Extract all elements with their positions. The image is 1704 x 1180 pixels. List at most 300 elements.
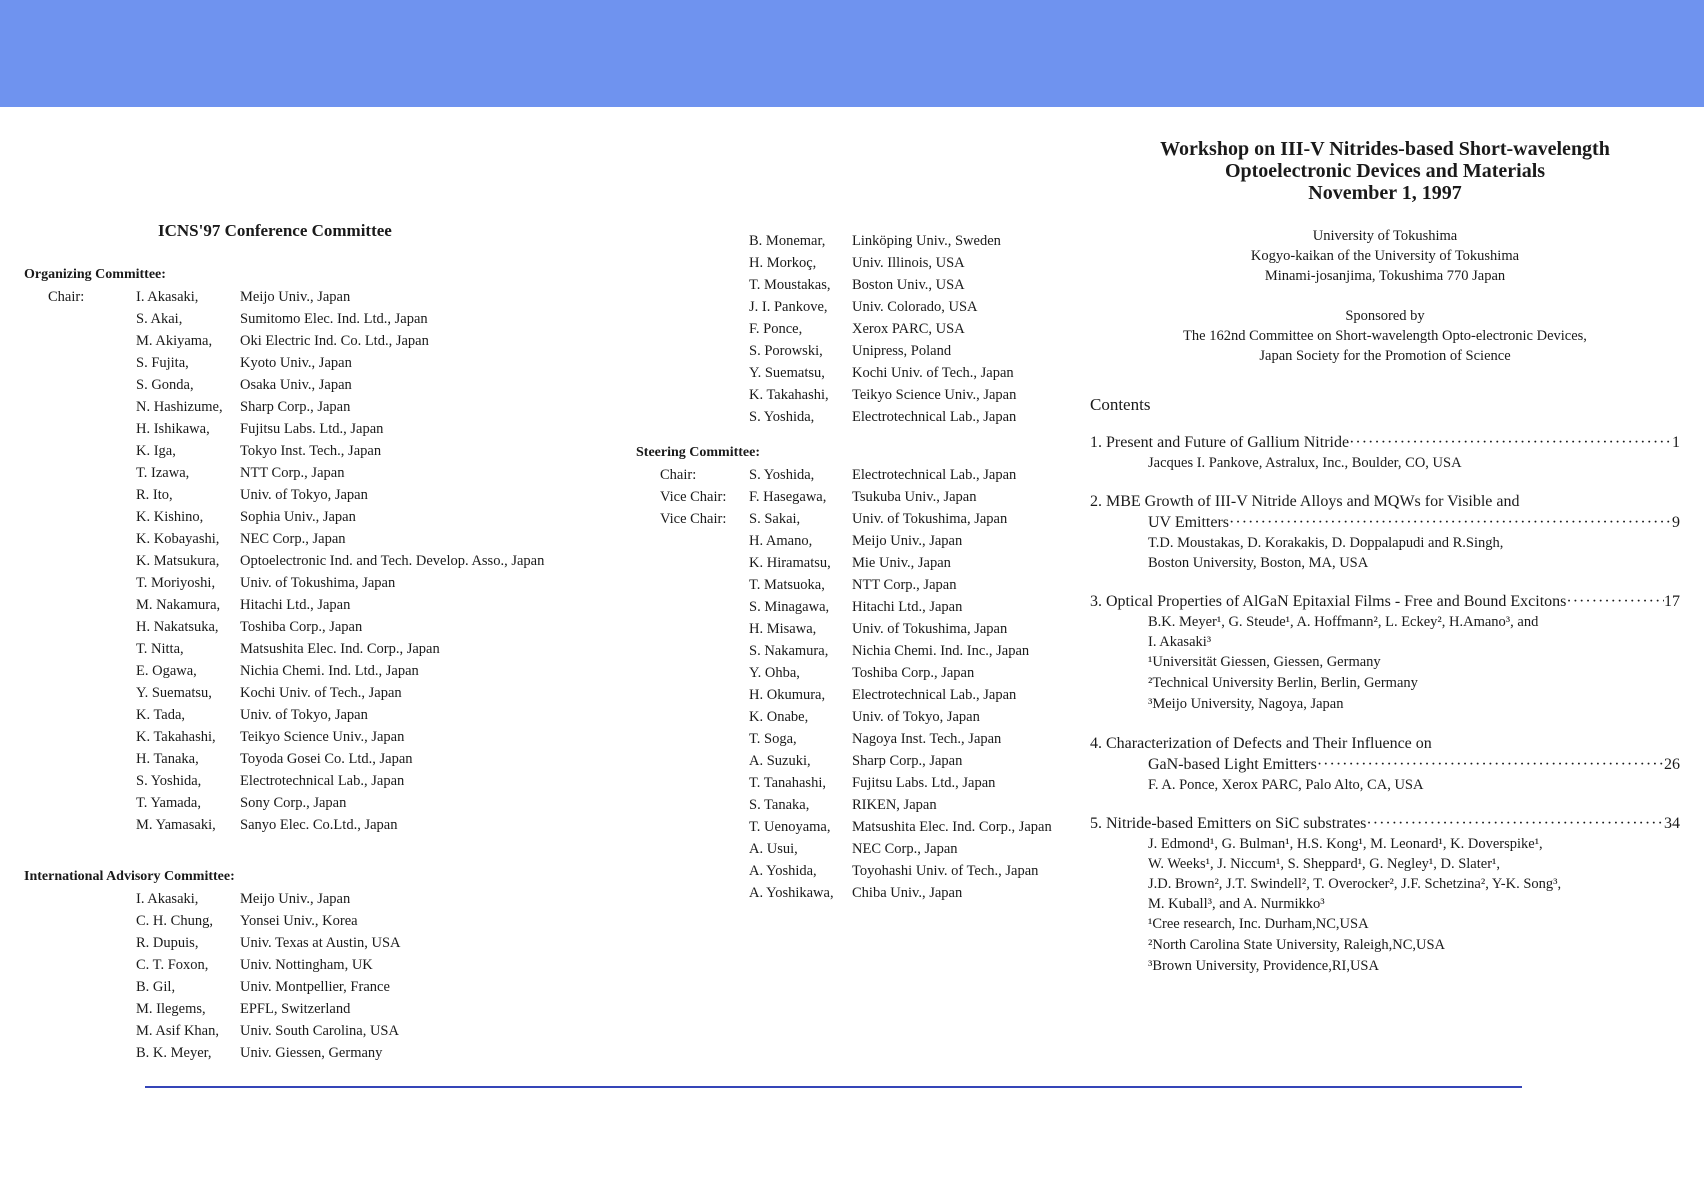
member-name: T. Tanahashi, (749, 775, 826, 791)
member-role (24, 484, 136, 506)
member-name: S. Minagawa, (749, 599, 830, 615)
member-row (636, 882, 1076, 904)
member-row (24, 440, 644, 462)
member-affiliation: Sharp Corp., Japan (240, 399, 351, 415)
member-role (24, 748, 136, 770)
member-name: M. Akiyama, (136, 333, 213, 349)
member-row (24, 814, 644, 836)
entry-title: 3. Optical Properties of AlGaN Epitaxial Films - Free and Bound Excitons (1090, 593, 1567, 610)
member-name: S. Fujita, (136, 355, 189, 371)
member-row (636, 750, 1076, 772)
member-affiliation: Meijo Univ., Japan (240, 289, 351, 305)
entry-title-line (1090, 432, 1680, 453)
entry-title-line (1090, 754, 1680, 775)
member-affiliation: Univ. of Tokyo, Japan (852, 709, 980, 725)
workshop-date: November 1, 1997 (1308, 182, 1462, 204)
member-affiliation: Fujitsu Labs. Ltd., Japan (240, 421, 384, 437)
member-affiliation: Xerox PARC, USA (852, 321, 965, 337)
member-row (24, 286, 644, 308)
member-role (636, 706, 749, 728)
member-affiliation: Univ. Giessen, Germany (240, 1045, 383, 1061)
contents-entry (1090, 813, 1680, 977)
entry-authors: I. Akasaki³ (1148, 634, 1212, 650)
member-role (636, 552, 749, 574)
member-row (24, 726, 644, 748)
entry-authors: B.K. Meyer¹, G. Steude¹, A. Hoffmann², L. Eckey², H.Amano³, and (1148, 614, 1539, 630)
entry-title: 5. Nitride-based Emitters on SiC substrates (1090, 815, 1367, 832)
member-role (24, 396, 136, 418)
entry-title: 1. Present and Future of Gallium Nitride (1090, 434, 1350, 451)
member-name: F. Hasegawa, (749, 489, 827, 505)
member-name: C. H. Chung, (136, 913, 213, 929)
member-role (24, 550, 136, 572)
entry-authors: T.D. Moustakas, D. Korakakis, D. Doppalapudi and R.Singh, (1148, 535, 1504, 551)
member-role (636, 640, 749, 662)
member-name: M. Ilegems, (136, 1001, 206, 1017)
entry-title-line (1090, 591, 1680, 612)
member-name: T. Moustakas, (749, 277, 831, 293)
member-row (24, 528, 644, 550)
member-role (24, 440, 136, 462)
member-row (636, 508, 1076, 530)
member-row (24, 550, 644, 572)
workshop-title-line: Workshop on III-V Nitrides-based Short-wavelength (1160, 138, 1610, 160)
member-name: H. Nakatsuka, (136, 619, 219, 635)
member-row (24, 308, 644, 330)
entry-affiliation: ¹Universität Giessen, Giessen, Germany (1148, 654, 1381, 670)
member-name: A. Suzuki, (749, 753, 811, 769)
member-affiliation: Meijo Univ., Japan (240, 891, 351, 907)
member-name: K. Takahashi, (136, 729, 216, 745)
member-affiliation: Teikyo Science Univ., Japan (852, 387, 1017, 403)
member-role (24, 1042, 136, 1064)
member-role (24, 330, 136, 352)
member-row (24, 352, 644, 374)
member-name: T. Uenoyama, (749, 819, 831, 835)
member-name: M. Nakamura, (136, 597, 221, 613)
member-role (636, 860, 749, 882)
member-name: K. Kobayashi, (136, 531, 220, 547)
member-name: H. Okumura, (749, 687, 826, 703)
member-row (24, 976, 644, 998)
entry-title: GaN-based Light Emitters (1148, 756, 1317, 773)
member-role (636, 574, 749, 596)
member-role (24, 910, 136, 932)
member-role (24, 932, 136, 954)
member-row (636, 838, 1076, 860)
member-name: T. Yamada, (136, 795, 201, 811)
member-affiliation: RIKEN, Japan (852, 797, 937, 813)
member-affiliation: Toyohashi Univ. of Tech., Japan (852, 863, 1039, 879)
member-name: H. Ishikawa, (136, 421, 210, 437)
member-row (24, 748, 644, 770)
member-affiliation: Toyoda Gosei Co. Ltd., Japan (240, 751, 413, 767)
member-affiliation: Electrotechnical Lab., Japan (852, 467, 1017, 483)
member-row (636, 552, 1076, 574)
entry-affiliation: ³Meijo University, Nagoya, Japan (1148, 696, 1344, 712)
advisory-committee-list (24, 888, 644, 1064)
member-affiliation: Sharp Corp., Japan (852, 753, 963, 769)
member-row (24, 462, 644, 484)
member-affiliation: Osaka Univ., Japan (240, 377, 352, 393)
member-affiliation: NEC Corp., Japan (240, 531, 346, 547)
member-affiliation: Unipress, Poland (852, 343, 952, 359)
member-name: S. Yoshida, (749, 467, 815, 483)
member-affiliation: Kyoto Univ., Japan (240, 355, 352, 371)
member-role (24, 506, 136, 528)
member-name: K. Tada, (136, 707, 186, 723)
member-row (636, 662, 1076, 684)
entry-title-line (1090, 512, 1680, 533)
member-role (636, 384, 749, 406)
member-affiliation: Fujitsu Labs. Ltd., Japan (852, 775, 996, 791)
member-row (24, 418, 644, 440)
member-name: J. I. Pankove, (749, 299, 828, 315)
member-name: E. Ogawa, (136, 663, 197, 679)
member-role (636, 772, 749, 794)
steering-committee-heading: Steering Committee: (636, 445, 761, 460)
member-row (636, 684, 1076, 706)
member-name: S. Akai, (136, 311, 183, 327)
member-affiliation: Yonsei Univ., Korea (240, 913, 358, 929)
entry-page-number: 1 (1672, 434, 1680, 451)
member-role (24, 638, 136, 660)
member-affiliation: Sophia Univ., Japan (240, 509, 356, 525)
member-role (636, 728, 749, 750)
member-name: S. Porowski, (749, 343, 823, 359)
member-row (636, 772, 1076, 794)
member-row (636, 340, 1076, 362)
entry-page-number: 17 (1664, 593, 1680, 610)
member-row (24, 770, 644, 792)
member-affiliation: Mie Univ., Japan (852, 555, 951, 571)
member-affiliation: Teikyo Science Univ., Japan (240, 729, 405, 745)
member-role (24, 704, 136, 726)
sponsor-block (1090, 306, 1680, 366)
member-affiliation: Univ. of Tokyo, Japan (240, 487, 368, 503)
member-name: S. Sakai, (749, 511, 801, 527)
member-name: B. K. Meyer, (136, 1045, 212, 1061)
entry-authors: Jacques I. Pankove, Astralux, Inc., Boulder, CO, USA (1148, 455, 1462, 471)
entry-title: UV Emitters (1148, 514, 1230, 531)
member-affiliation: Meijo Univ., Japan (852, 533, 963, 549)
member-row (24, 682, 644, 704)
member-affiliation: Hitachi Ltd., Japan (852, 599, 963, 615)
member-role (24, 770, 136, 792)
member-affiliation: Univ. of Tokushima, Japan (852, 621, 1008, 637)
member-affiliation: Oki Electric Ind. Co. Ltd., Japan (240, 333, 429, 349)
member-affiliation: Toshiba Corp., Japan (852, 665, 975, 681)
member-role: Vice Chair: (660, 489, 727, 505)
member-affiliation: Univ. Illinois, USA (852, 255, 965, 271)
member-row (636, 596, 1076, 618)
member-row (24, 888, 644, 910)
advisory-committee-list-continued (636, 230, 1076, 428)
member-role: Chair: (48, 289, 85, 305)
entry-affiliation: ²Technical University Berlin, Berlin, Germany (1148, 675, 1418, 691)
member-role (24, 418, 136, 440)
spacer (24, 836, 644, 862)
member-role (636, 816, 749, 838)
member-name: K. Iga, (136, 443, 176, 459)
member-role: Chair: (660, 467, 697, 483)
entry-page-number: 9 (1672, 514, 1680, 531)
steering-committee-list (636, 464, 1076, 904)
sponsor-line: Japan Society for the Promotion of Science (1259, 348, 1511, 364)
member-affiliation: EPFL, Switzerland (240, 1001, 351, 1017)
member-affiliation: Univ. of Tokushima, Japan (240, 575, 396, 591)
contents-entry (1090, 733, 1680, 795)
member-name: C. T. Foxon, (136, 957, 209, 973)
member-row (24, 374, 644, 396)
member-row (636, 860, 1076, 882)
member-role: Vice Chair: (660, 511, 727, 527)
member-name: A. Yoshikawa, (749, 885, 834, 901)
member-role (24, 814, 136, 836)
member-row (24, 330, 644, 352)
entry-authors: J.D. Brown², J.T. Swindell², T. Overocker², J.F. Schetzina², Y-K. Song³, (1148, 876, 1562, 892)
member-role (636, 882, 749, 904)
member-affiliation: Tokyo Inst. Tech., Japan (240, 443, 382, 459)
member-name: Y. Suematsu, (136, 685, 212, 701)
member-role (24, 792, 136, 814)
member-name: T. Nitta, (136, 641, 184, 657)
member-row (636, 384, 1076, 406)
member-affiliation: Linköping Univ., Sweden (852, 233, 1001, 249)
member-affiliation: Univ. South Carolina, USA (240, 1023, 399, 1039)
organizing-committee-list (24, 286, 644, 836)
member-affiliation: Nichia Chemi. Ind. Inc., Japan (852, 643, 1030, 659)
member-row (636, 274, 1076, 296)
member-name: K. Hiramatsu, (749, 555, 831, 571)
member-role (24, 954, 136, 976)
member-row (24, 1042, 644, 1064)
member-row (24, 1020, 644, 1042)
entry-authors: W. Weeks¹, J. Niccum¹, S. Sheppard¹, G. Negley¹, D. Slater¹, (1148, 856, 1501, 872)
member-name: H. Morkoç, (749, 255, 817, 271)
entry-title: 2. MBE Growth of III-V Nitride Alloys and MQWs for Visible and (1090, 493, 1520, 510)
member-name: K. Onabe, (749, 709, 809, 725)
member-affiliation: Univ. of Tokyo, Japan (240, 707, 368, 723)
member-name: T. Soga, (749, 731, 797, 747)
member-role (24, 374, 136, 396)
member-row (636, 296, 1076, 318)
member-name: S. Gonda, (136, 377, 194, 393)
member-row (24, 932, 644, 954)
member-name: T. Moriyoshi, (136, 575, 216, 591)
entry-authors: J. Edmond¹, G. Bulman¹, H.S. Kong¹, M. Leonard¹, K. Doverspike¹, (1148, 836, 1543, 852)
member-affiliation: Univ. of Tokushima, Japan (852, 511, 1008, 527)
member-name: Y. Suematsu, (749, 365, 825, 381)
member-affiliation: Kochi Univ. of Tech., Japan (852, 365, 1014, 381)
organizing-committee-heading: Organizing Committee: (24, 267, 166, 282)
member-row (636, 640, 1076, 662)
member-name: S. Nakamura, (749, 643, 829, 659)
dot-leader (1317, 754, 1664, 775)
member-name: Y. Ohba, (749, 665, 800, 681)
member-row (24, 954, 644, 976)
member-role (24, 682, 136, 704)
member-role (636, 662, 749, 684)
member-affiliation: Matsushita Elec. Ind. Corp., Japan (240, 641, 440, 657)
member-name: M. Asif Khan, (136, 1023, 219, 1039)
member-name: T. Izawa, (136, 465, 190, 481)
entry-affiliation: ²North Carolina State University, Raleigh,NC,USA (1148, 937, 1445, 953)
member-role (636, 530, 749, 552)
member-affiliation: Univ. Colorado, USA (852, 299, 978, 315)
member-role (636, 318, 749, 340)
contents-entry (1090, 491, 1680, 573)
member-role (636, 618, 749, 640)
member-role (636, 230, 749, 252)
member-row (24, 792, 644, 814)
dot-leader (1349, 432, 1672, 453)
member-role (636, 684, 749, 706)
entry-title-line (1090, 491, 1680, 512)
member-row (24, 396, 644, 418)
member-row (636, 464, 1076, 486)
member-role (24, 1020, 136, 1042)
member-role (24, 726, 136, 748)
member-name: H. Misawa, (749, 621, 817, 637)
member-row (636, 728, 1076, 750)
spacer (636, 428, 1076, 438)
contents-entry (1090, 591, 1680, 715)
member-name: I. Akasaki, (136, 891, 199, 907)
member-affiliation: Sanyo Elec. Co.Ltd., Japan (240, 817, 398, 833)
venue-line: University of Tokushima (1312, 228, 1458, 244)
workshop-title (1090, 138, 1680, 204)
member-row (636, 530, 1076, 552)
member-name: A. Usui, (749, 841, 798, 857)
member-name: B. Monemar, (749, 233, 826, 249)
member-row (24, 660, 644, 682)
entry-authors: M. Kuball³, and A. Nurmikko³ (1148, 896, 1325, 912)
dot-leader (1229, 512, 1672, 533)
contents-list (1090, 432, 1680, 977)
member-affiliation: NTT Corp., Japan (852, 577, 957, 593)
member-affiliation: Sony Corp., Japan (240, 795, 347, 811)
member-role (636, 340, 749, 362)
member-affiliation: Kochi Univ. of Tech., Japan (240, 685, 402, 701)
member-name: K. Kishino, (136, 509, 204, 525)
dot-leader (1366, 813, 1664, 834)
member-role (24, 998, 136, 1020)
member-name: A. Yoshida, (749, 863, 817, 879)
member-affiliation: Toshiba Corp., Japan (240, 619, 363, 635)
venue-block (1090, 226, 1680, 286)
entry-title-line (1090, 813, 1680, 834)
member-role (24, 572, 136, 594)
member-name: S. Yoshida, (749, 409, 815, 425)
member-name: R. Ito, (136, 487, 173, 503)
member-role (636, 252, 749, 274)
member-row (24, 704, 644, 726)
member-row (24, 484, 644, 506)
entry-affiliation: ¹Cree research, Inc. Durham,NC,USA (1148, 916, 1369, 932)
member-role (24, 594, 136, 616)
member-row (24, 910, 644, 932)
member-affiliation: Chiba Univ., Japan (852, 885, 963, 901)
member-affiliation: Tsukuba Univ., Japan (852, 489, 977, 505)
member-row (636, 230, 1076, 252)
dot-leader (1566, 591, 1664, 612)
advisory-committee-heading: International Advisory Committee: (24, 869, 235, 884)
member-row (636, 406, 1076, 428)
member-row (636, 252, 1076, 274)
member-name: M. Yamasaki, (136, 817, 216, 833)
member-row (24, 594, 644, 616)
member-affiliation: Sumitomo Elec. Ind. Ltd., Japan (240, 311, 428, 327)
member-role (636, 362, 749, 384)
member-name: K. Matsukura, (136, 553, 220, 569)
member-name: S. Tanaka, (749, 797, 810, 813)
member-affiliation: Univ. Nottingham, UK (240, 957, 373, 973)
member-row (636, 362, 1076, 384)
member-row (24, 638, 644, 660)
committee-column-left (24, 220, 644, 1064)
member-row (636, 794, 1076, 816)
entry-affiliation: ³Brown University, Providence,RI,USA (1148, 958, 1379, 974)
member-name: N. Hashizume, (136, 399, 223, 415)
member-affiliation: Electrotechnical Lab., Japan (240, 773, 405, 789)
member-row (636, 618, 1076, 640)
member-row (24, 998, 644, 1020)
member-name: K. Takahashi, (749, 387, 829, 403)
member-row (636, 706, 1076, 728)
workshop-column-right (1090, 138, 1680, 995)
venue-line: Kogyo-kaikan of the University of Tokushima (1250, 248, 1520, 264)
member-role (24, 352, 136, 374)
member-role (24, 528, 136, 550)
sponsor-line: Sponsored by (1345, 308, 1425, 324)
entry-title-line (1090, 733, 1680, 754)
entry-page-number: 26 (1664, 756, 1680, 773)
header-banner (0, 0, 1704, 107)
member-role (24, 462, 136, 484)
venue-line: Minami-josanjima, Tokushima 770 Japan (1264, 268, 1506, 284)
member-name: F. Ponce, (749, 321, 803, 337)
member-affiliation: Univ. Montpellier, France (240, 979, 390, 995)
member-role (24, 888, 136, 910)
member-row (636, 816, 1076, 838)
member-affiliation: Boston Univ., USA (852, 277, 965, 293)
member-role (636, 750, 749, 772)
member-name: T. Matsuoka, (749, 577, 825, 593)
member-row (636, 318, 1076, 340)
member-role (636, 296, 749, 318)
member-role (24, 660, 136, 682)
contents-entry (1090, 432, 1680, 473)
member-affiliation: Electrotechnical Lab., Japan (852, 687, 1017, 703)
member-affiliation: NTT Corp., Japan (240, 465, 345, 481)
entry-title: 4. Characterization of Defects and Their Influence on (1090, 735, 1432, 752)
member-row (24, 506, 644, 528)
member-affiliation: Matsushita Elec. Ind. Corp., Japan (852, 819, 1052, 835)
member-row (24, 616, 644, 638)
committee-title: ICNS'97 Conference Committee (158, 221, 392, 240)
member-role (636, 274, 749, 296)
member-affiliation: Hitachi Ltd., Japan (240, 597, 351, 613)
bottom-rule (145, 1086, 1522, 1088)
entry-page-number: 34 (1664, 815, 1680, 832)
member-role (24, 308, 136, 330)
member-role (636, 838, 749, 860)
member-name: R. Dupuis, (136, 935, 199, 951)
member-affiliation: Nichia Chemi. Ind. Ltd., Japan (240, 663, 419, 679)
contents-heading: Contents (1090, 395, 1151, 414)
member-role (636, 406, 749, 428)
